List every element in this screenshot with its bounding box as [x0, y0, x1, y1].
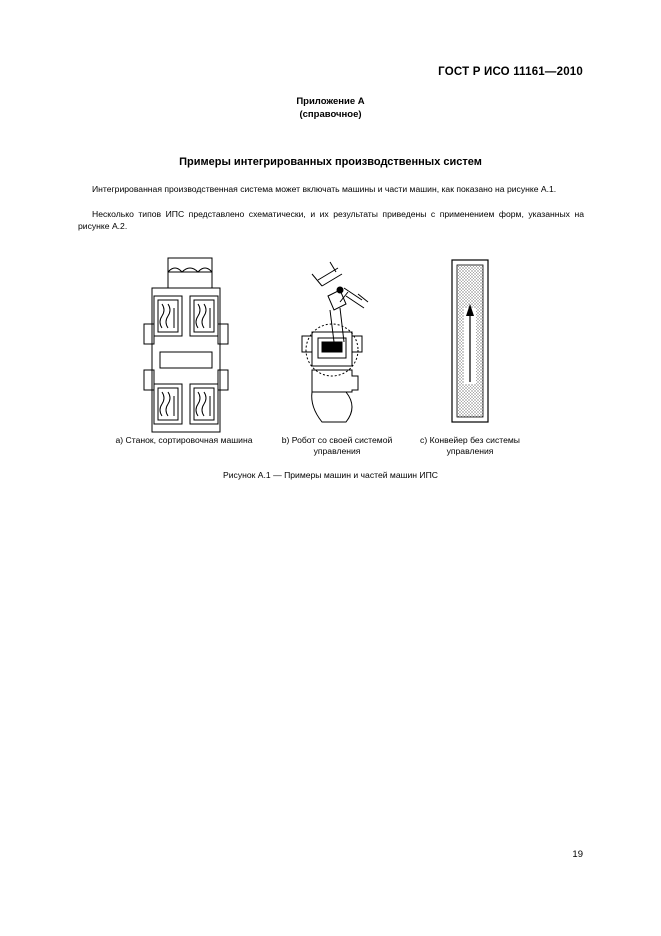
- document-standard-header: ГОСТ Р ИСО 11161—2010: [438, 66, 583, 78]
- figure-caption-a: а) Станок, сортировочная машина: [115, 435, 253, 445]
- page-number: 19: [572, 849, 583, 860]
- figure-caption-c-line1: с) Конвейер без системы: [420, 435, 520, 445]
- conveyor-drawing: [452, 260, 488, 422]
- paragraph-2: [78, 208, 584, 232]
- paragraph-2-text: Несколько типов ИПС представлено схематически, и их результаты приведены с применением форм, указанных на рисунке А.2.: [78, 209, 584, 231]
- figure-caption-c-line2: управления: [446, 446, 494, 456]
- machine-tool-drawing: [144, 258, 228, 432]
- figure-title: Рисунок А.1 — Примеры машин и частей машин ИПС: [223, 470, 438, 480]
- annex-type: (справочное): [299, 109, 362, 120]
- paragraph-1: [78, 183, 584, 195]
- figure-caption-c: [410, 435, 530, 457]
- annex-label: Приложение А: [296, 96, 365, 107]
- figure-caption-b-line2: управления: [313, 446, 361, 456]
- figure-caption-b-line1: b) Робот со своей системой: [281, 435, 393, 445]
- robot-drawing: [302, 262, 368, 422]
- section-title: Примеры интегрированных производственных систем: [179, 156, 482, 168]
- figure-caption-b: [272, 435, 402, 457]
- annex-heading: [0, 95, 661, 121]
- figure-a1-drawings: [0, 252, 661, 437]
- paragraph-1-text: Интегрированная производственная система может включать машины и части машин, как показано на рисунке А.1.: [92, 184, 557, 194]
